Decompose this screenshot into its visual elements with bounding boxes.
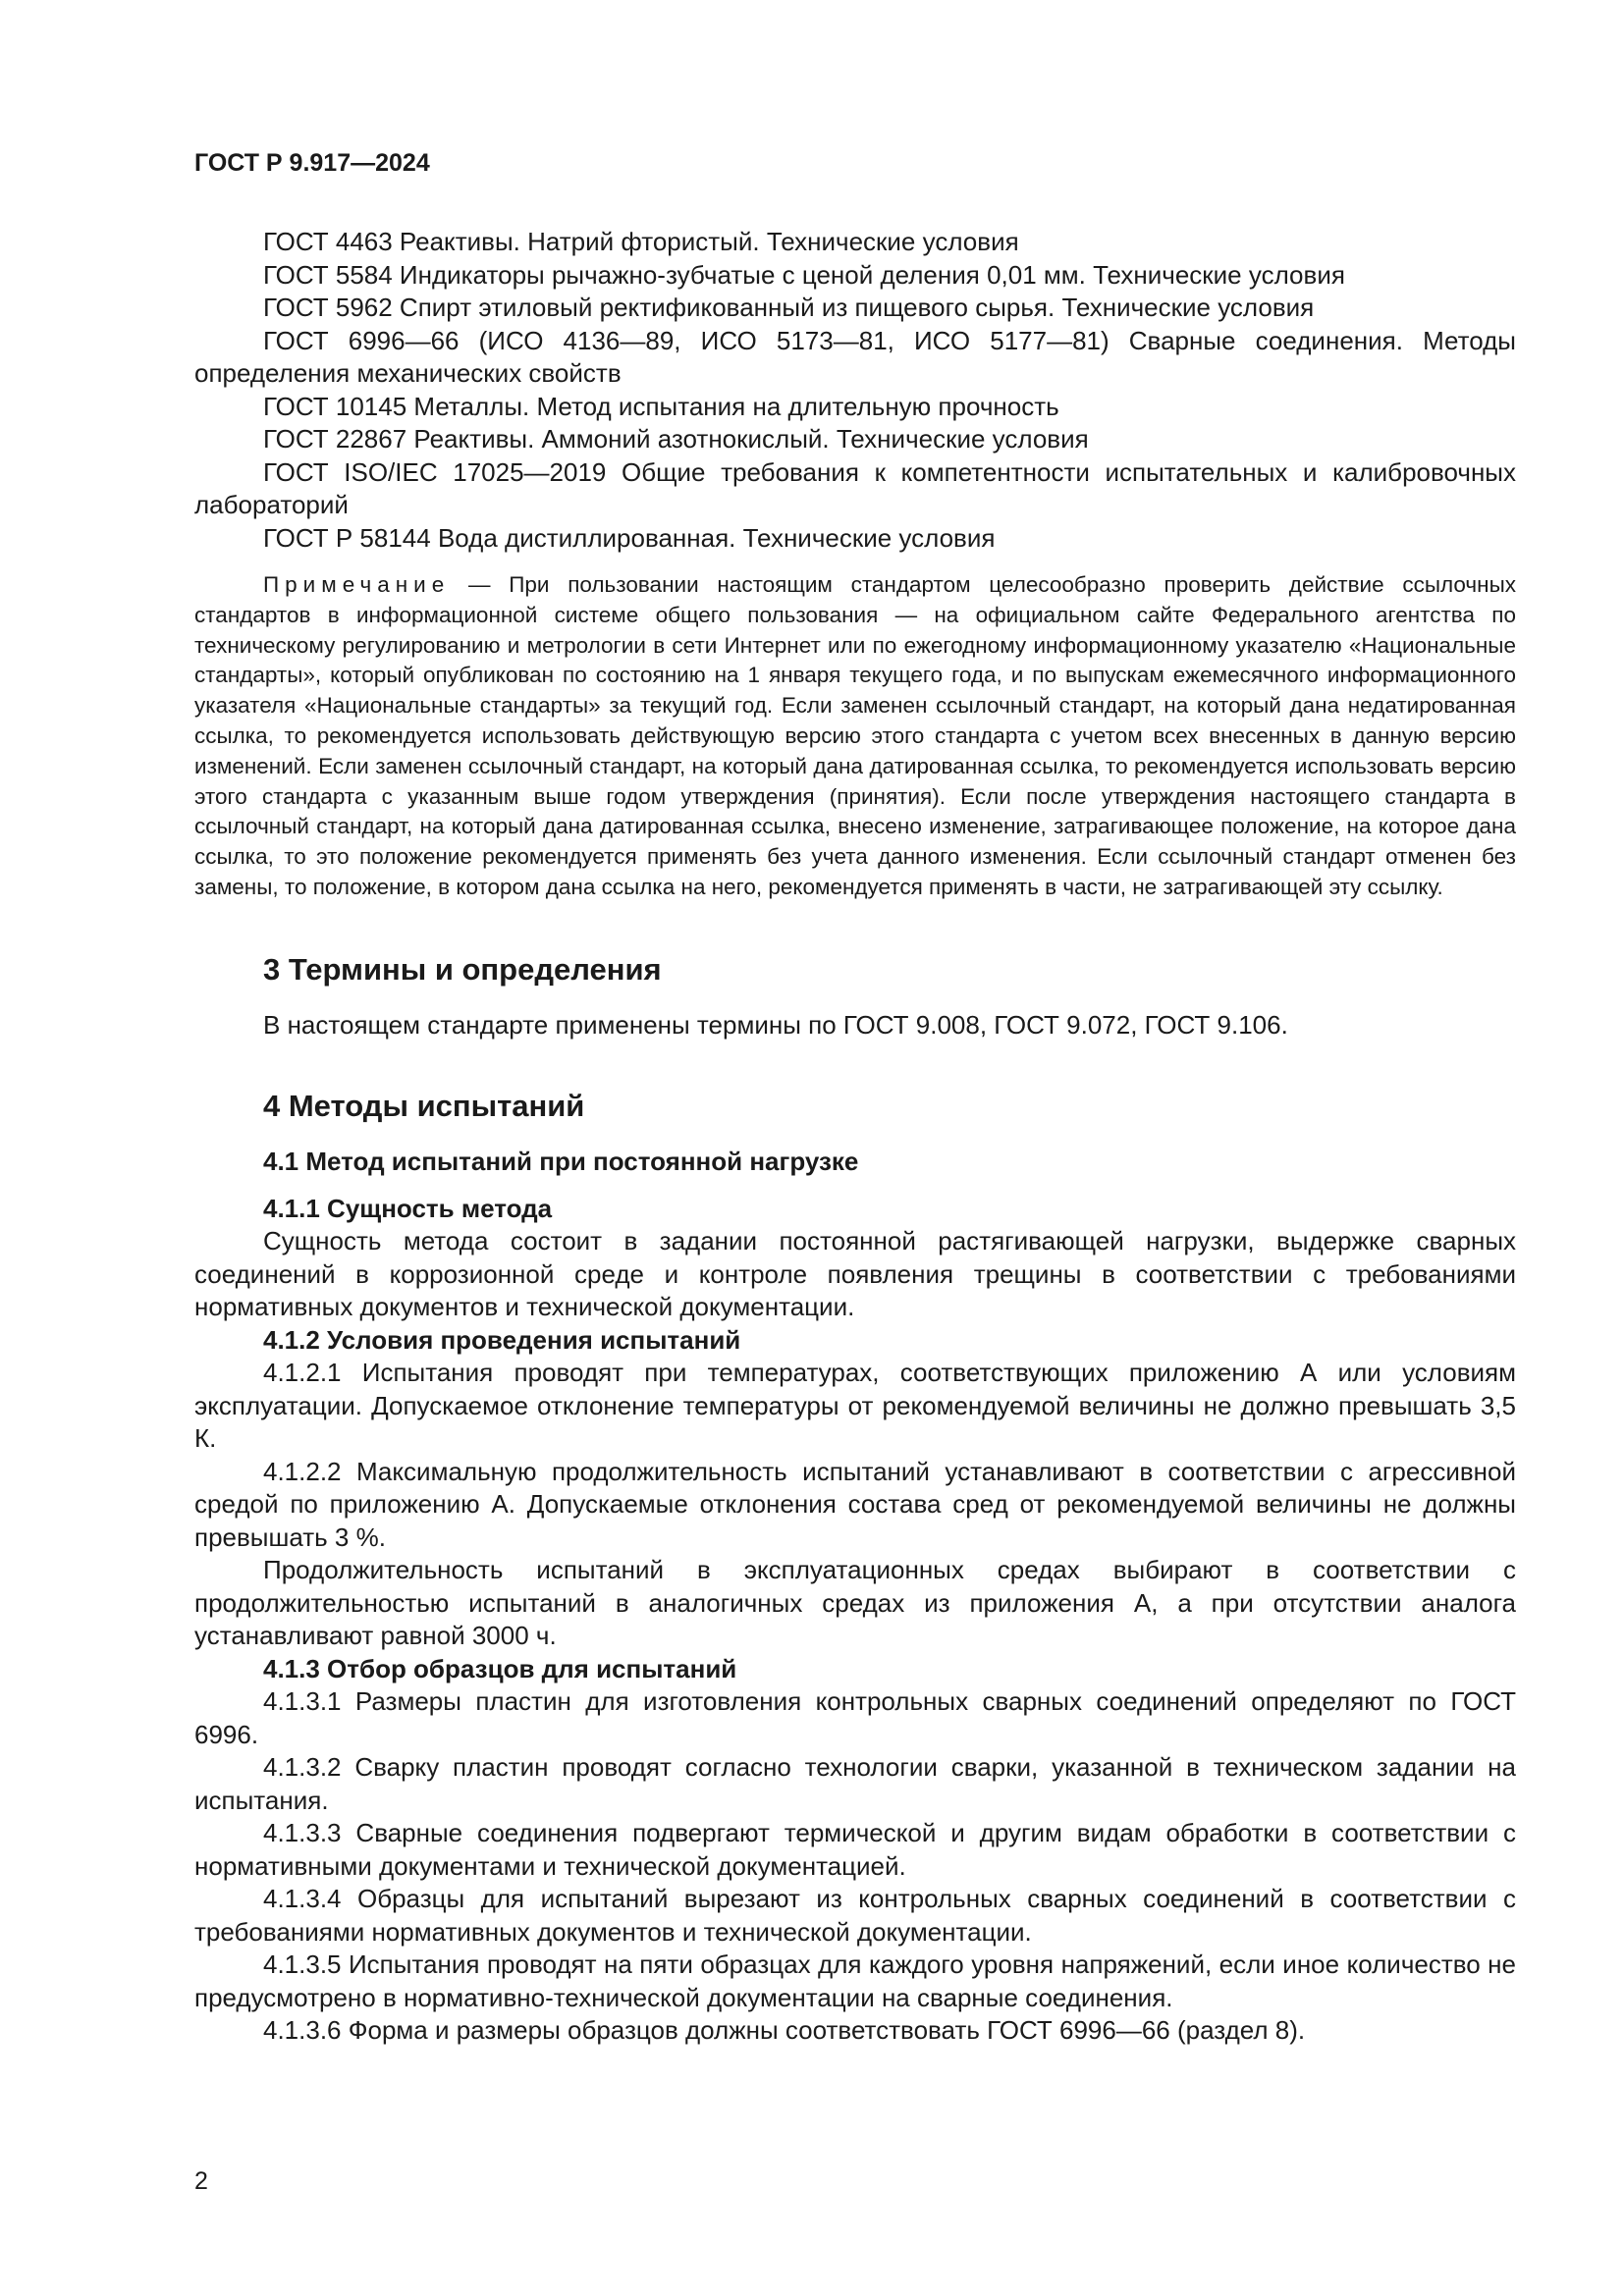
subsection-4-1-heading: 4.1 Метод испытаний при постоянной нагрузке bbox=[263, 1147, 859, 1177]
paragraph-4-1-3-3: 4.1.3.3 Сварные соединения подвергают термической и другим видам обработки в соответствии с нормативными документами и технической документацией. bbox=[194, 1818, 1516, 1881]
document-number-header: ГОСТ Р 9.917—2024 bbox=[194, 149, 430, 177]
paragraph-4-1-2-2: 4.1.2.2 Максимальную продолжительность испытаний устанавливают в соответствии с агрессивной средой по приложению А. Допускаемые отклонения состава сред от рекомендуемой величины не должны превышать 3 %. bbox=[194, 1456, 1516, 1552]
reference-item: ГОСТ Р 58144 Вода дистиллированная. Технические условия bbox=[263, 522, 996, 553]
section-3-heading: 3 Термины и определения bbox=[263, 951, 662, 987]
reference-item: ГОСТ 10145 Металлы. Метод испытания на длительную прочность bbox=[263, 391, 1059, 421]
note-label: Примечание bbox=[263, 572, 451, 597]
section-4-heading: 4 Методы испытаний bbox=[263, 1089, 585, 1124]
page-content bbox=[194, 226, 1516, 2048]
reference-item: ГОСТ 5584 Индикаторы рычажно-зубчатые с ценой деления 0,01 мм. Технические условия bbox=[263, 259, 1345, 290]
references-list bbox=[194, 226, 1516, 555]
subsection-4-1-1-heading: 4.1.1 Сущность метода bbox=[263, 1193, 553, 1223]
reference-item: ГОСТ ISO/IEC 17025—2019 Общие требования к компетентности испытательных и калибровочных лабораторий bbox=[194, 456, 1516, 519]
paragraph-4-1-3-5: 4.1.3.5 Испытания проводят на пяти образцах для каждого уровня напряжений, если иное количество не предусмотрено в нормативно-технической документации на сварные соединения. bbox=[194, 1949, 1516, 2012]
paragraph-4-1-2-1: 4.1.2.1 Испытания проводят при температурах, соответствующих приложению А или условиям эксплуатации. Допускаемое отклонение температуры от рекомендуемой величины не должно превышать 3,5 К. bbox=[194, 1358, 1516, 1454]
note-text: — При пользовании настоящим стандартом целесообразно проверить действие ссылочных стандартов в информационной системе общего пользования — на официальном сайте Федерального агентства по техническому регулированию и метрологии в сети Интернет или по ежегодному информационному указателю «Национальные стандарты», который опубликован по состоянию на 1 января текущего года, и по выпускам ежемесячного информационного указателя «Национальные стандарты» за текущий год. Если заменен ссылочный стандарт, на который дана недатированная ссылка, то рекомендуется использовать действующую версию этого стандарта с учетом всех внесенных в данную версию изменений. Если заменен ссылочный стандарт, на который дана датированная ссылка, то рекомендуется использовать версию этого стандарта с указанным выше годом утверждения (принятия). Если после утверждения настоящего стандарта в ссылочный стандарт, на который дана датированная ссылка, внесено изменение, затрагивающее положение, на которое дана ссылка, то это положение рекомендуется применять без учета данного изменения. Если ссылочный стандарт отменен без замены, то положение, в котором дана ссылка на него, рекомендуется применять в части, не затрагивающей эту ссылку. bbox=[194, 572, 1516, 899]
reference-item: ГОСТ 22867 Реактивы. Аммоний азотнокислый. Технические условия bbox=[263, 424, 1089, 454]
reference-item: ГОСТ 5962 Спирт этиловый ректификованный из пищевого сырья. Технические условия bbox=[263, 293, 1315, 322]
subsection-4-1-2-heading: 4.1.2 Условия проведения испытаний bbox=[263, 1324, 741, 1355]
paragraph-4-1-1: Сущность метода состоит в задании постоянной растягивающей нагрузки, выдержке сварных соединений в коррозионной среде и контроле появления трещины в соответствии с требованиями нормативных документов и технической документации. bbox=[194, 1226, 1516, 1322]
page-number: 2 bbox=[194, 2167, 208, 2195]
paragraph-4-1-3-2: 4.1.3.2 Сварку пластин проводят согласно технологии сварки, указанной в техническом задании на испытания. bbox=[194, 1752, 1516, 1815]
reference-item: ГОСТ 6996—66 (ИСО 4136—89, ИСО 5173—81, ИСО 5177—81) Сварные соединения. Методы определения механических свойств bbox=[194, 325, 1516, 388]
paragraph-4-1-3-6: 4.1.3.6 Форма и размеры образцов должны соответствовать ГОСТ 6996—66 (раздел 8). bbox=[263, 2015, 1306, 2046]
section-3-text: В настоящем стандарте применены термины по ГОСТ 9.008, ГОСТ 9.072, ГОСТ 9.106. bbox=[263, 1009, 1288, 1040]
note-paragraph bbox=[194, 570, 1516, 903]
paragraph-4-1-3-1: 4.1.3.1 Размеры пластин для изготовления контрольных сварных соединений определяют по ГОСТ 6996. bbox=[194, 1686, 1516, 1749]
reference-item: ГОСТ 4463 Реактивы. Натрий фтористый. Технические условия bbox=[263, 227, 1019, 256]
subsection-4-1-3-heading: 4.1.3 Отбор образцов для испытаний bbox=[263, 1653, 737, 1683]
paragraph-4-1-3-4: 4.1.3.4 Образцы для испытаний вырезают из контрольных сварных соединений в соответствии с требованиями нормативных документов и технической документации. bbox=[194, 1884, 1516, 1947]
paragraph-4-1-2-2-continued: Продолжительность испытаний в эксплуатационных средах выбирают в соответствии с продолжительностью испытаний в аналогичных средах из приложения А, а при отсутствии аналога устанавливают равной 3000 ч. bbox=[194, 1555, 1516, 1651]
